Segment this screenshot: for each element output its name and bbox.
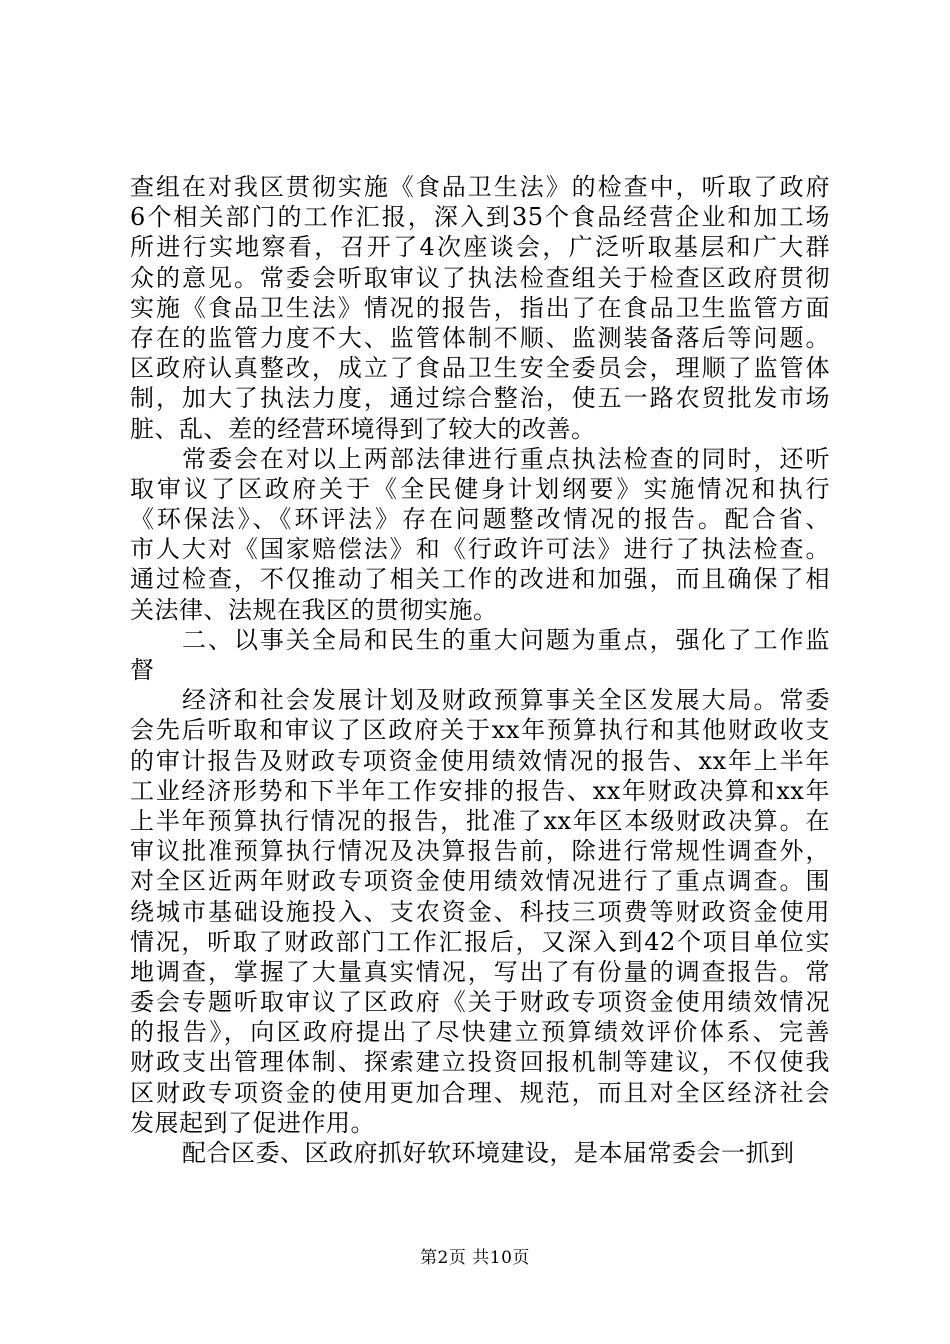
document-body — [130, 172, 830, 1168]
paragraph-line: 6个相关部门的工作汇报，深入到35个食品经营企业和加工场 — [130, 203, 830, 232]
paragraph-line: 绕城市基础设施投入、支农资金、科技三项费等财政资金使用 — [130, 897, 830, 926]
paragraph-line: 查组在对我区贯彻实施《食品卫生法》的检查中，听取了政府 — [130, 173, 830, 201]
paragraph-line: 市人大对《国家赔偿法》和《行政许可法》进行了执法检查。 — [130, 535, 830, 564]
paragraph-line: 发展起到了促进作用。 — [130, 1108, 375, 1137]
paragraph-line: 上半年预算执行情况的报告，批准了xx年区本级财政决算。在 — [130, 806, 830, 835]
paragraph-line: 地调查，掌握了大量真实情况，写出了有份量的调查报告。常 — [130, 957, 830, 986]
paragraph-line: 二、以事关全局和民生的重大问题为重点，强化了工作监 — [182, 625, 830, 654]
paragraph-line: 取审议了区政府关于《全民健身计划纲要》实施情况和执行 — [130, 474, 830, 503]
paragraph-line: 常委会在对以上两部法律进行重点执法检查的同时，还听 — [182, 444, 830, 473]
page-number-label: 第2页 共10页 — [420, 1248, 530, 1268]
paragraph-line: 工业经济形势和下半年工作安排的报告、xx年财政决算和xx年 — [130, 776, 830, 805]
paragraph-line: 存在的监管力度不大、监管体制不顺、监测装备落后等问题。 — [130, 323, 830, 352]
paragraph-line: 审议批准预算执行情况及决算报告前，除进行常规性调查外， — [130, 837, 830, 866]
paragraph-line: 实施《食品卫生法》情况的报告，指出了在食品卫生监管方面 — [130, 293, 830, 322]
paragraph-line: 区政府认真整改，成立了食品卫生安全委员会，理顺了监管体 — [130, 354, 830, 383]
paragraph-line: 脏、乱、差的经营环境得到了较大的改善。 — [130, 414, 596, 443]
paragraph-line: 制，加大了执法力度，通过综合整治，使五一路农贸批发市场 — [130, 384, 830, 413]
page-footer — [0, 1243, 950, 1268]
paragraph-line: 《环保法》、《环评法》存在问题整改情况的报告。配合省、 — [130, 505, 830, 534]
paragraph-line: 配合区委、区政府抓好软环境建设，是本届常委会一抓到 — [182, 1139, 795, 1167]
paragraph-line: 财政支出管理体制、探索建立投资回报机制等建议，不仅使我 — [130, 1048, 830, 1077]
paragraph-line: 区财政专项资金的使用更加合理、规范，而且对全区经济社会 — [130, 1078, 830, 1107]
paragraph-line: 的报告》，向区政府提出了尽快建立预算绩效评价体系、完善 — [130, 1018, 830, 1047]
paragraph-line: 所进行实地察看，召开了4次座谈会，广泛听取基层和广大群 — [130, 233, 830, 262]
paragraph-line: 督 — [130, 656, 155, 684]
paragraph-line: 的审计报告及财政专项资金使用绩效情况的报告、xx年上半年 — [130, 746, 830, 775]
paragraph-line: 会先后听取和审议了区政府关于xx年预算执行和其他财政收支 — [130, 716, 830, 745]
paragraph-line: 经济和社会发展计划及财政预算事关全区发展大局。常委 — [182, 686, 830, 715]
paragraph-line: 通过检查，不仅推动了相关工作的改进和加强，而且确保了相 — [130, 565, 830, 594]
paragraph-line: 对全区近两年财政专项资金使用绩效情况进行了重点调查。围 — [130, 867, 830, 896]
paragraph-line: 关法律、法规在我区的贯彻实施。 — [130, 595, 498, 624]
paragraph-line: 情况，听取了财政部门工作汇报后，又深入到42个项目单位实 — [130, 927, 830, 956]
paragraph-line: 众的意见。常委会听取审议了执法检查组关于检查区政府贯彻 — [130, 263, 830, 292]
paragraph-line: 委会专题听取审议了区政府《关于财政专项资金使用绩效情况 — [130, 988, 830, 1017]
